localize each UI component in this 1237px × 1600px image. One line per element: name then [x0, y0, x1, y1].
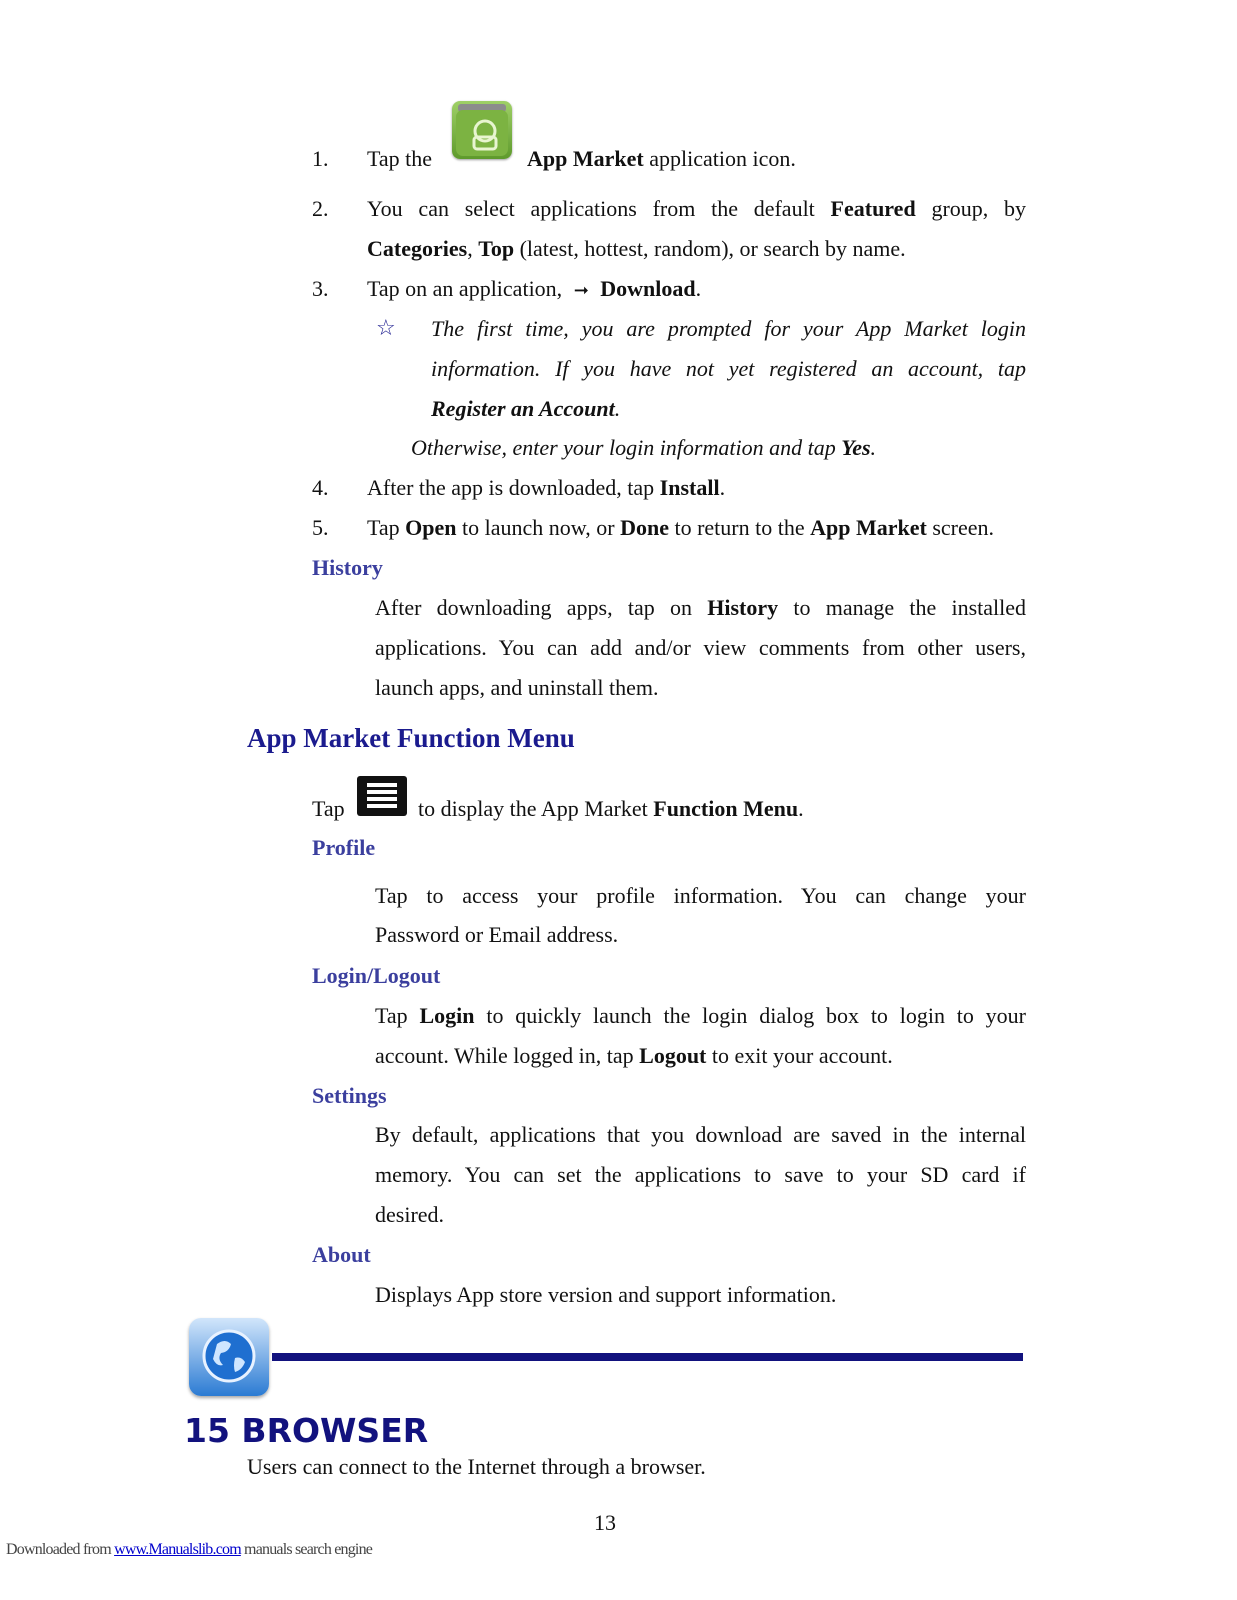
history-line-2: applications. You can add and/or view comments from other users, — [375, 635, 1026, 660]
profile-line-1: Tap to access your profile information. You can change your — [375, 883, 1026, 908]
history-heading: History — [312, 555, 383, 580]
note-line-1: The first time, you are prompted for your App Market login — [431, 316, 1026, 341]
step-3-number: 3. — [312, 276, 329, 301]
profile-line-2: Password or Email address. — [375, 922, 619, 947]
step-1-text: Tap the — [367, 146, 433, 171]
note-line-3: Register an Account. — [431, 396, 621, 421]
app-market-icon — [452, 101, 512, 159]
step-2-line-2: Categories, Top (latest, hottest, random), or search by name. — [367, 236, 906, 261]
settings-line-2: memory. You can set the applications to save to your SD card if — [375, 1162, 1026, 1187]
function-menu-heading: App Market Function Menu — [247, 723, 575, 753]
settings-heading: Settings — [312, 1083, 387, 1108]
history-line-1: After downloading apps, tap on History to manage the installed — [375, 595, 1027, 620]
page-number: 13 — [594, 1510, 616, 1535]
arrow-icon: ➞ — [573, 280, 589, 301]
note-line-4: Otherwise, enter your login information and tap Yes. — [411, 435, 877, 460]
step-2-line-1: You can select applications from the default Featured group, by — [367, 196, 1027, 221]
star-icon: ☆ — [376, 316, 396, 341]
browser-globe-icon — [189, 1318, 269, 1396]
section-rule — [272, 1353, 1023, 1361]
history-line-3: launch apps, and uninstall them. — [375, 675, 659, 700]
function-menu-intro-tap: Tap — [312, 796, 345, 821]
step-2-number: 2. — [312, 196, 329, 221]
step-5-number: 5. — [312, 515, 329, 540]
about-heading: About — [312, 1242, 371, 1267]
login-line-2: account. While logged in, tap Logout to exit your account. — [375, 1043, 893, 1068]
step-3-text: Tap on an application, ➞ Download. — [367, 276, 702, 301]
browser-text: Users can connect to the Internet through a browser. — [247, 1454, 706, 1479]
manualslib-link[interactable]: www.Manualslib.com — [114, 1541, 241, 1558]
browser-heading: 15 BROWSER — [184, 1411, 429, 1450]
login-heading: Login/Logout — [312, 963, 441, 988]
login-line-1: Tap Login to quickly launch the login dialog box to login to your — [375, 1003, 1027, 1028]
step-1-number: 1. — [312, 146, 329, 171]
about-line-1: Displays App store version and support information. — [375, 1282, 837, 1307]
settings-line-3: desired. — [375, 1202, 445, 1227]
step-4-number: 4. — [312, 475, 329, 500]
download-footer: Downloaded from www.Manualslib.com manuals search engine — [6, 1541, 373, 1558]
function-menu-intro-text: to display the App Market Function Menu. — [418, 796, 804, 821]
step-5-text: Tap Open to launch now, or Done to return to the App Market screen. — [367, 515, 995, 540]
step-1-text-rest: App Market application icon. — [527, 146, 796, 171]
menu-icon — [357, 776, 407, 816]
settings-line-1: By default, applications that you download are saved in the internal — [375, 1122, 1026, 1147]
profile-heading: Profile — [312, 835, 376, 860]
step-4-text: After the app is downloaded, tap Install. — [367, 475, 726, 500]
note-line-2: information. If you have not yet registered an account, tap — [431, 356, 1026, 381]
